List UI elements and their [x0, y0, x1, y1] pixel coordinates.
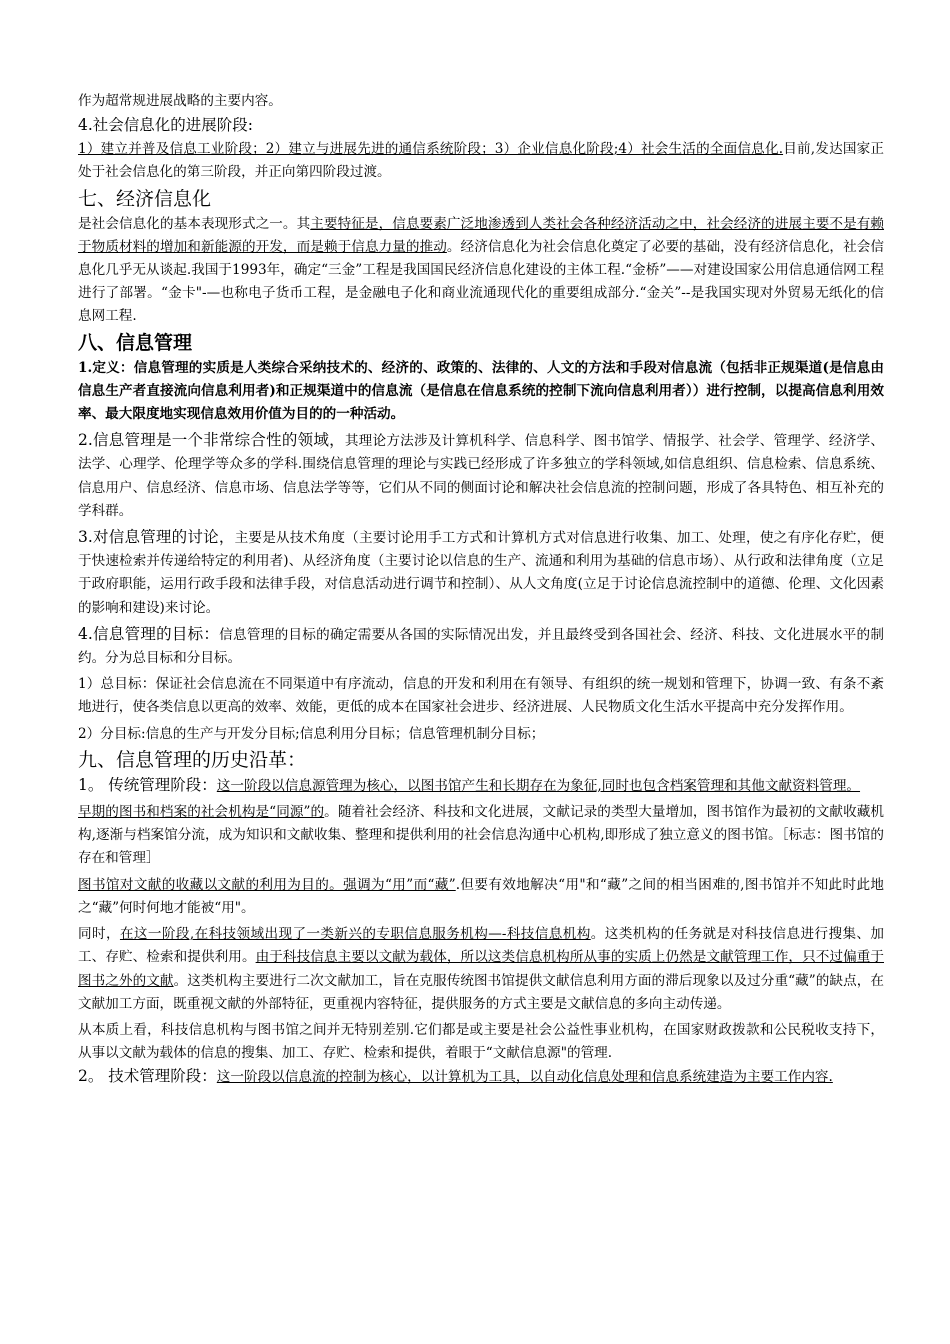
text-span: 1。 传统管理阶段：: [78, 775, 217, 794]
underlined-text: 图书馆对文献的收藏以文献的利用为目的。强调为“用”而“藏”: [78, 876, 456, 893]
underlined-text: 这一阶段以信息流的控制为核心，以计算机为工具，以自动化信息处理和信息系统建造为主要工作内容.: [216, 1069, 833, 1086]
paragraph-research: [78, 526, 884, 620]
text-span: 是社会信息化的基本表现形式之一。其: [78, 215, 311, 232]
stages-rest: 目前,发达国家正处于社会信息化的第三阶段，并正向第四阶段过渡。: [78, 141, 884, 181]
text-span: 2.信息管理是一个非常综合性的领域，: [78, 431, 345, 450]
text-span: 。这类机构主要进行二次文献加工，旨在克服传统图书馆提供文献信息利用方面的滞后现象以及过分重“藏”的缺点，在文献加工方面，既重视文献的外部特征，更重视内容特征，提供服务的方式主要是文献信息的多向主动传递。: [78, 972, 884, 1012]
underlined-text: 早期的图书和档案的社会机构是“同源”的: [78, 804, 325, 821]
underlined-main-feature: 主要特征是，信息要素广泛地渗透到人类社会各种经济活动之中，社会经济的进展主要不是有赖于物质材料的增加和新能源的开发，而是赖于信息力量的推动: [78, 215, 885, 255]
paragraph-economic-informatization: [78, 213, 884, 329]
paragraph-stages: [78, 138, 884, 184]
text-span: 信息管理的目标的确定需要从各国的实际情况出发，并且最终受到各国社会、经济、科技、文化进展水平的制约。分为总目标和分目标。: [78, 626, 884, 667]
text-span: 其理论方法涉及计算机科学、信息科学、图书馆学、情报学、社会学、管理学、经济学、法学、心理学、伦理学等众多的学科.围绕信息管理的理论与实践已经形成了许多独立的学科领域,如信息组织、信息检索、信息系统、信息用户、信息经济、信息市场、信息法学等等，它们从不同的侧面讨论和解决社会信息流的控制问题，形成了各具特色、相互补充的学科群。: [78, 433, 884, 519]
paragraph-library-origin: [78, 801, 884, 871]
text-span: 4.信息管理的目标：: [78, 624, 220, 643]
paragraph-overall-goal: 1）总目标：保证社会信息流在不同渠道中有序流动，信息的开发和利用在有领导、有组织的统一规划和管理下，协调一致、有条不紊地进行，使各类信息以更高的效率、效能，更低的成本在国家社会进步、经济进展、人民物质文化生活水平提高中充分发挥作用。: [78, 676, 884, 716]
text-span: 。经济信息化为社会信息化奠定了必要的基础，没有经济信息化，社会信息化几乎无从谈起.我国于1993年，确定“三金”工程是我国国民经济信息化建设的主体工程.“金桥”——对建设国家公用信息通信网工程进行了部署。“金卡"-—也称电子货币工程，是金融电子化和商业流通现代化的重要组成部分.“金关”--是我国实现对外贸易无纸化的信息网工程.: [78, 238, 885, 325]
paragraph-essence: 从本质上看，科技信息机构与图书馆之间并无特别差别.它们都是或主要是社会公益性事业机构，在国家财政拨款和公民税收支持下，从事以文献为载体的信息的搜集、加工、存贮、检索和提供，着眼于“文献信息源"的管理.: [78, 1021, 884, 1062]
paragraph-goals: [78, 623, 884, 670]
text-span: 3.对信息管理的讨论，: [78, 528, 235, 547]
underlined-text: 在这一阶段,在科技领域出现了一类新兴的专职信息服务机构—-科技信息机构: [119, 926, 591, 943]
text-span: 2。 技术管理阶段：: [78, 1067, 217, 1086]
heading-economic-informatization: 七、经济信息化: [78, 187, 212, 210]
heading-history: 九、信息管理的历史沿革：: [78, 748, 307, 771]
paragraph-sci-tech-info: [78, 923, 884, 1016]
text-span: 同时，: [78, 926, 120, 943]
paragraph-intro-tail: 作为超常规进展战略的主要内容。: [78, 93, 282, 109]
underlined-text: 由于科技信息主要以文献为载体，所以这类信息机构所从事的实质上仍然是文献管理工作，只不过偏重于图书之外的文献: [78, 949, 884, 989]
text-span: 。随着社会经济、科技和文化进展，文献记录的类型大量增加，图书馆作为最初的文献收藏机构,逐渐与档案馆分流，成为知识和文献收集、整理和提供利用的社会信息沟通中心机构,即形成了独立意义的图书馆。［标志：图书馆的存在和管理］: [78, 804, 884, 867]
heading-information-management: 八、信息管理: [78, 331, 193, 354]
underlined-text: 这一阶段以信息源管理为核心，以图书馆产生和长期存在为象征,同时也包含档案管理和其他文献资料管理。: [216, 777, 861, 794]
section-title-social-informatization-stages: 4.社会信息化的进展阶段:: [78, 116, 254, 135]
paragraph-definition: 1.定义：信息管理的实质是人类综合采纳技术的、经济的、政策的、法律的、人文的方法和手段对信息流（包括非正规渠道(是信息由信息生产者直接流向信息利用者)和正规渠道中的信息流（是信息在信息系统的控制下流向信息利用者））进行控制，以提高信息利用效率、最大限度地实现信息效用价值为目的的一种活动。: [78, 359, 884, 423]
underlined-stages: 1）建立并普及信息工业阶段；2）建立与进展先进的通信系统阶段；3）企业信息化阶段;4）社会生活的全面信息化.: [78, 141, 784, 158]
text-span: 。这类机构的任务就是对科技信息进行搜集、加工、存贮、检索和提供利用。: [78, 926, 885, 966]
paragraph-technical-stage: [78, 1065, 884, 1089]
paragraph-library-use: [78, 874, 884, 920]
paragraph-sub-goals: 2）分目标:信息的生产与开发分目标;信息利用分目标；信息管理机制分目标；: [78, 725, 545, 742]
paragraph-traditional-stage: [78, 774, 884, 798]
document-page: [78, 90, 884, 1090]
text-span: 主要是从技术角度（主要讨论用手工方式和计算机方式对信息进行收集、加工、处理，使之有序化存贮，便于快速检索并传递给特定的利用者)、从经济角度（主要讨论以信息的生产、流通和利用为基础的信息市场）、从行政和法律角度（立足于政府职能，运用行政手段和法律手段，对信息活动进行调节和控制）、从人文角度(立足于讨论信息流控制中的道德、伦理、文化因素的影响和建设)来讨论。: [78, 530, 884, 616]
text-span: .但要有效地解决“用"和“藏”之间的相当困难的,图书馆并不知此时此地之“藏”何时何地才能被“用"。: [78, 876, 884, 916]
paragraph-comprehensive-field: [78, 429, 884, 523]
